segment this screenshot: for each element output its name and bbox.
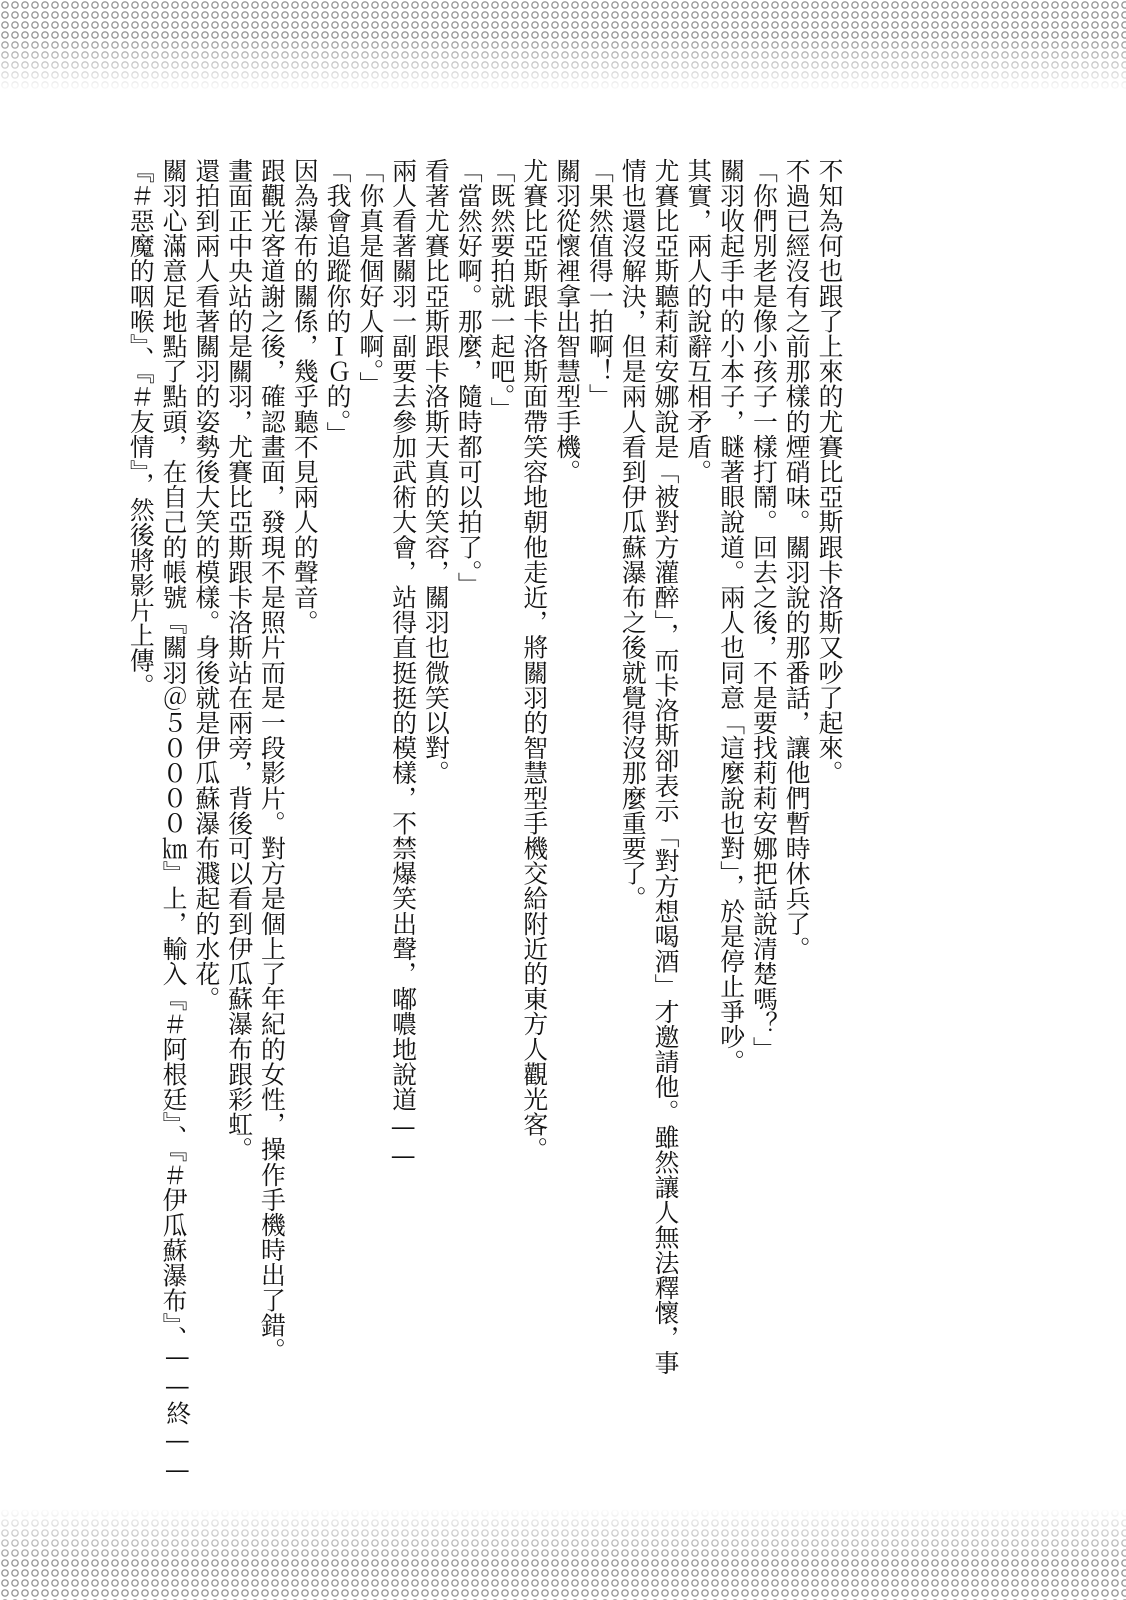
text-line: 『＃惡魔的咽喉』、『＃友情』，然後將影片上傳。 [126, 158, 156, 699]
decorative-dot-band-bottom [0, 1508, 1126, 1600]
text-line: 「我會追蹤你的ＩＧ的。」 [323, 158, 353, 447]
text-line: 「當然好啊。那麼，隨時都可以拍了。」 [454, 158, 484, 598]
ending-mark: ——終—— [162, 1342, 192, 1485]
text-line: 「既然要拍就一起吧。」 [487, 158, 517, 422]
text-line: 兩人看著關羽一副要去參加武術大會，站得直挺挺的模樣，不禁爆笑出聲，嘟噥地說道—— [388, 158, 418, 1171]
text-line: 尤賽比亞斯跟卡洛斯面帶笑容地朝他走近，將關羽的智慧型手機交給附近的東方人觀光客。 [519, 158, 549, 1162]
text-line: 不過已經沒有之前那樣的煙硝味。關羽說的那番話，讓他們暫時休兵了。 [782, 158, 812, 962]
decorative-dot-band-top [0, 0, 1126, 92]
text-line: 關羽從懷裡拿出智慧型手機。 [552, 158, 582, 485]
text-line: 還拍到兩人看著關羽的姿勢後大笑的模樣。身後就是伊瓜蘇瀑布濺起的水花。 [191, 158, 221, 1012]
text-line: 跟觀光客道謝之後，確認畫面，發現不是照片而是一段影片。對方是個上了年紀的女性，操作手機時出了錯。 [257, 158, 287, 1363]
text-line: 看著尤賽比亞斯跟卡洛斯天真的笑容，關羽也微笑以對。 [421, 158, 451, 786]
text-line: 其實，兩人的說辭互相矛盾。 [683, 158, 713, 485]
text-line: 關羽收起手中的小本子，瞇著眼說道。兩人也同意「這麼說也對」，於是停止爭吵。 [716, 158, 746, 1075]
text-line: 「果然值得一拍啊！」 [585, 158, 615, 409]
text-line: 情也還沒解決，但是兩人看到伊瓜蘇瀑布之後就覺得沒那麼重要了。 [618, 158, 648, 911]
text-line: 不知為何也跟了上來的尤賽比亞斯跟卡洛斯又吵了起來。 [815, 158, 844, 786]
text-line: 「你真是個好人啊。」 [355, 158, 385, 397]
text-line: 因為瀑布的關係，幾乎聽不見兩人的聲音。 [290, 158, 320, 635]
text-line: 「你們別老是像小孩子一樣打鬧。回去之後，不是要找莉莉安娜把話說清楚嗎？」 [749, 158, 779, 1062]
vertical-text-body [123, 158, 845, 1488]
text-line: 畫面正中央站的是關羽，尤賽比亞斯跟卡洛斯站在兩旁，背後可以看到伊瓜蘇瀑布跟彩虹。 [224, 158, 254, 1162]
text-line: 尤賽比亞斯聽莉莉安娜說是「被對方灌醉」，而卡洛斯卻表示「對方想喝酒」才邀請他。雖然讓人無法釋懷，事 [651, 158, 681, 1376]
text-line: 關羽心滿意足地點了點頭，在自己的帳號『關羽＠５００００㎞』上，輸入『＃阿根廷』、『＃伊瓜蘇瀑布』、 [159, 158, 189, 1351]
